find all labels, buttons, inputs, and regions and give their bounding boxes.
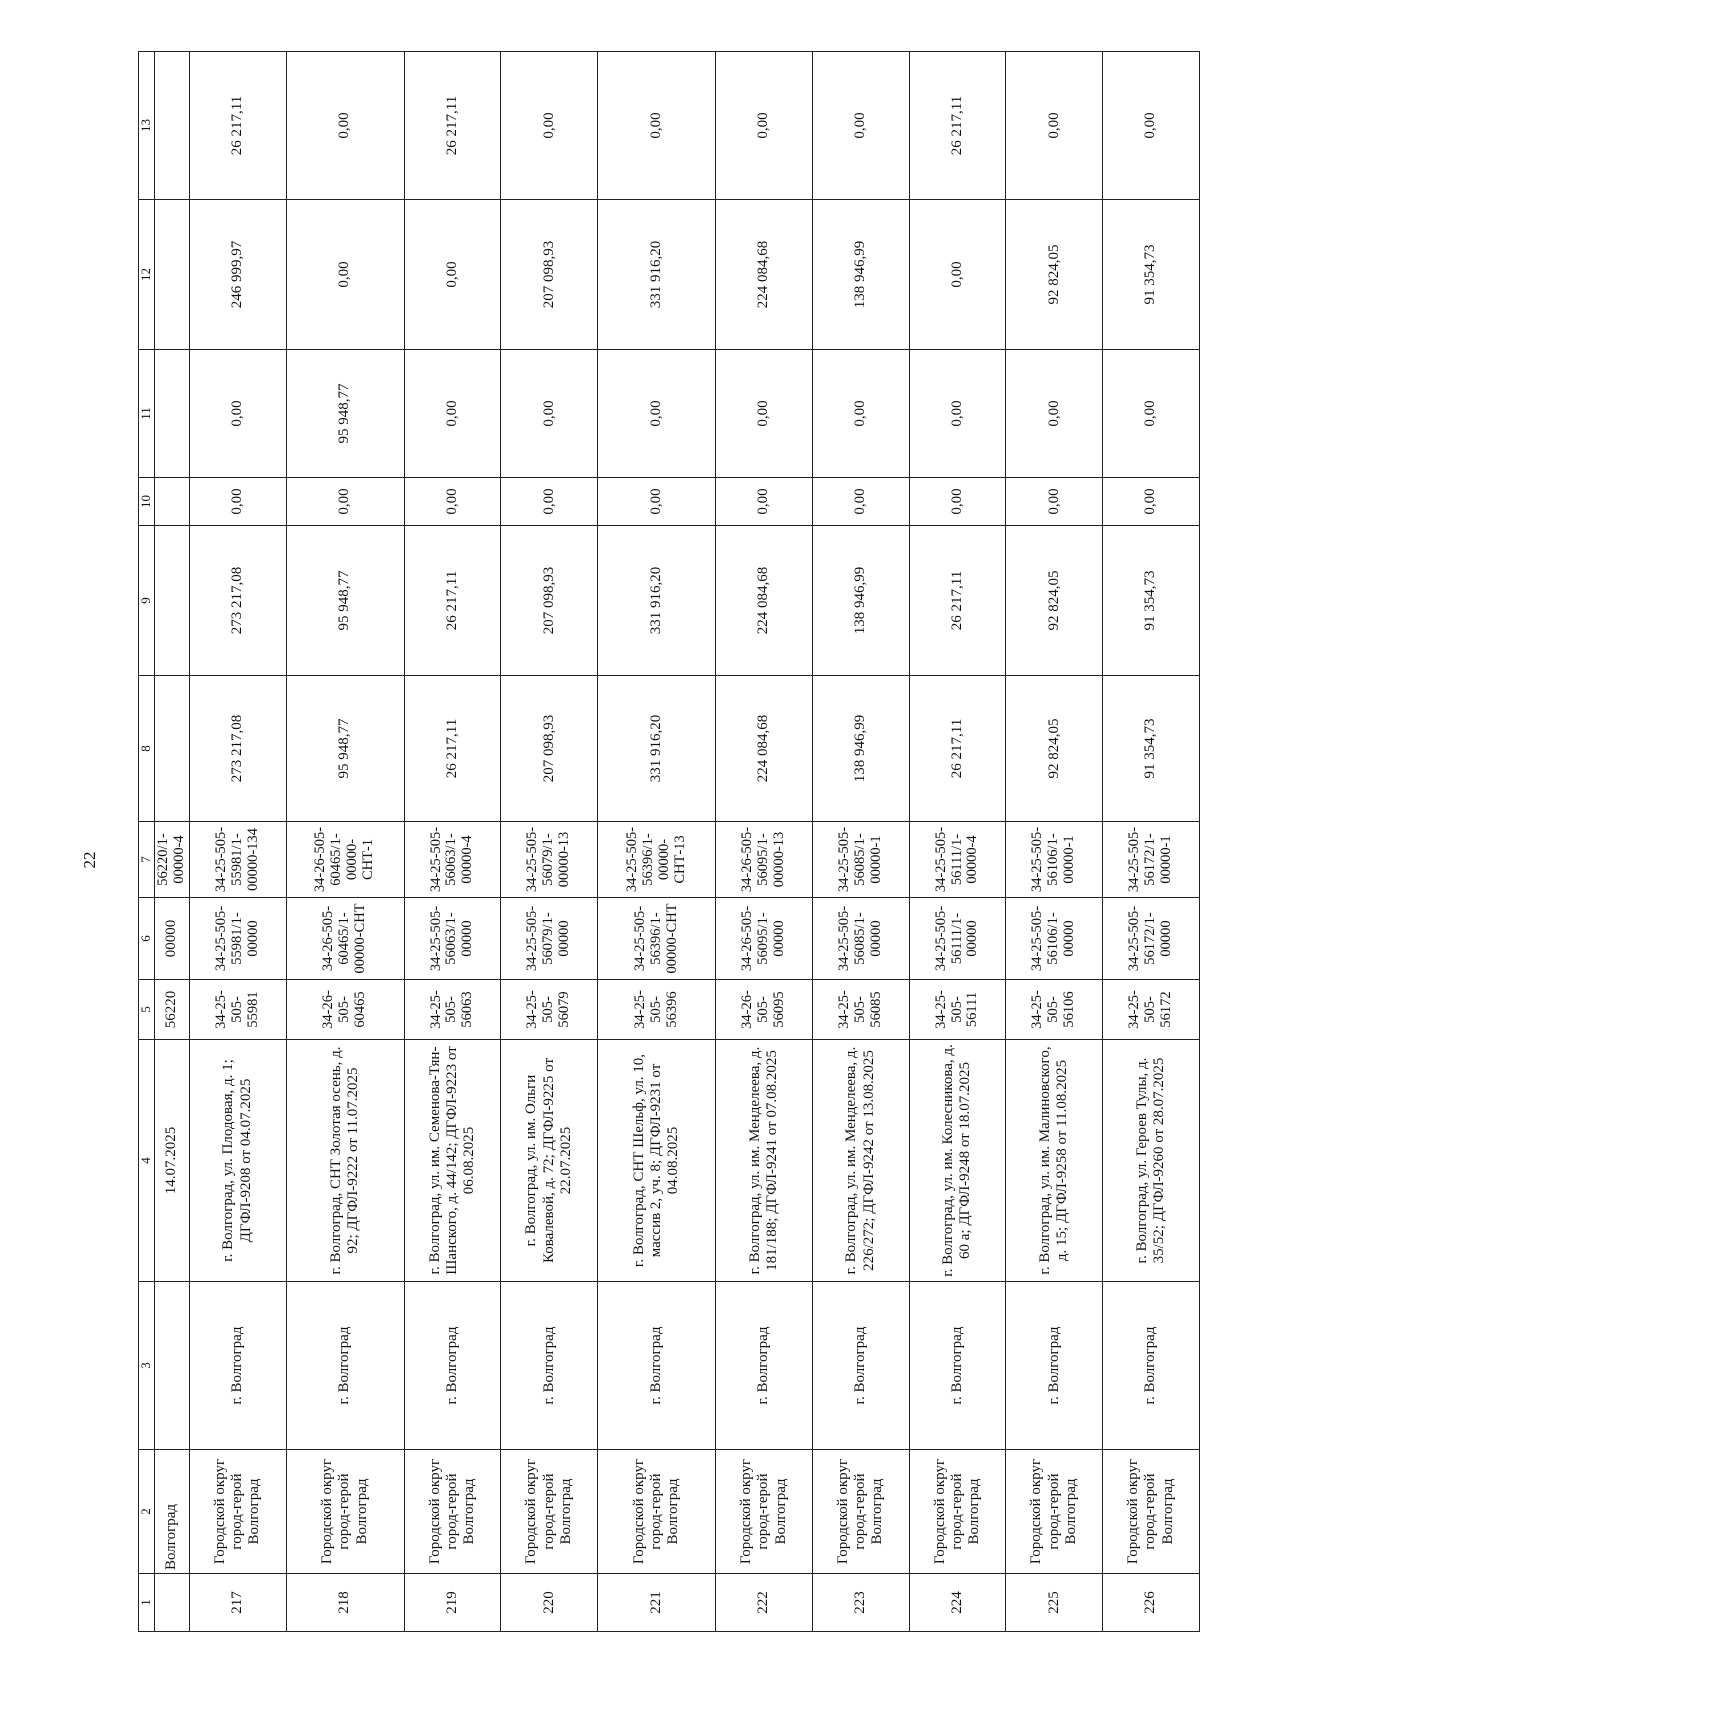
cell-amount-col-10: 0,00 [189, 478, 286, 526]
cell-municipality: Городской округ город-герой Волгоград [812, 1450, 909, 1574]
column-number: 9 [139, 526, 155, 676]
cell-amount-total: 26 217,11 [909, 676, 1006, 822]
cell-locality: г. Волгоград [812, 1282, 909, 1450]
carry-cell-address: 14.07.2025 [154, 1040, 189, 1282]
cell-district-code: 34-25-505-56106 [1006, 980, 1103, 1040]
cell-address-and-contract: г. Волгоград, ул. им. Колесникова, д. 60 а; ДГФЛ-9248 от 18.07.2025 [909, 1040, 1006, 1282]
cell-address-and-contract: г. Волгоград, ул. им. Малиновского, д. 15; ДГФЛ-9258 от 11.08.2025 [1006, 1040, 1103, 1282]
cell-amount-calculated: 26 217,11 [909, 526, 1006, 676]
cell-amount-col-10: 0,00 [598, 478, 716, 526]
cell-amount-col-11: 0,00 [1103, 350, 1200, 478]
column-number: 3 [139, 1282, 155, 1450]
cell-connection-id: 34-25-505-56085/1-00000-1 [812, 822, 909, 898]
cell-amount-calculated: 207 098,93 [501, 526, 598, 676]
cell-locality: г. Волгоград [404, 1282, 501, 1450]
cell-object-id: 34-25-505-56063/1-00000 [404, 898, 501, 980]
cell-amount-total: 224 084,68 [716, 676, 813, 822]
carry-cell-locality [154, 1282, 189, 1450]
cell-municipality: Городской округ город-герой Волгоград [404, 1450, 501, 1574]
cell-row-number: 221 [598, 1574, 716, 1632]
cell-connection-id: 34-26-505-60465/1-00000-СНТ-1 [286, 822, 404, 898]
cell-connection-id: 34-25-505-56111/1-00000-4 [909, 822, 1006, 898]
cell-connection-id: 34-25-505-56172/1-00000-1 [1103, 822, 1200, 898]
cell-object-id: 34-25-505-56085/1-00000 [812, 898, 909, 980]
table-row [1006, 52, 1103, 1632]
cell-amount-col-11: 0,00 [1006, 350, 1103, 478]
cell-municipality: Городской округ город-герой Волгоград [286, 1450, 404, 1574]
cell-amount-total: 273 217,08 [189, 676, 286, 822]
table-viewport [138, 52, 1718, 1614]
cell-amount-col-10: 0,00 [812, 478, 909, 526]
carry-cell [154, 52, 189, 200]
cell-row-number: 224 [909, 1574, 1006, 1632]
cell-row-number: 222 [716, 1574, 813, 1632]
cell-amount-total: 95 948,77 [286, 676, 404, 822]
column-number: 11 [139, 350, 155, 478]
cell-address-and-contract: г. Волгоград, СНТ Шельф, ул. 10, массив 2, уч. 8; ДГФЛ-9231 от 04.08.2025 [598, 1040, 716, 1282]
carry-cell [154, 526, 189, 676]
cell-municipality: Городской округ город-герой Волгоград [501, 1450, 598, 1574]
cell-district-code: 34-25-505-56085 [812, 980, 909, 1040]
cell-amount-col-13: 0,00 [812, 52, 909, 200]
cell-district-code: 34-26-505-56095 [716, 980, 813, 1040]
cell-amount-col-10: 0,00 [501, 478, 598, 526]
data-table [138, 51, 1200, 1632]
cell-amount-col-10: 0,00 [716, 478, 813, 526]
cell-row-number: 225 [1006, 1574, 1103, 1632]
table-row [716, 52, 813, 1632]
cell-locality: г. Волгоград [501, 1282, 598, 1450]
cell-amount-col-12: 0,00 [909, 200, 1006, 350]
cell-connection-id: 34-25-505-56063/1-00000-4 [404, 822, 501, 898]
cell-amount-total: 138 946,99 [812, 676, 909, 822]
cell-locality: г. Волгоград [598, 1282, 716, 1450]
cell-amount-col-12: 207 098,93 [501, 200, 598, 350]
carry-cell-connection-id: 56220/1-00000-4 [154, 822, 189, 898]
cell-amount-col-13: 0,00 [501, 52, 598, 200]
cell-amount-col-11: 95 948,77 [286, 350, 404, 478]
cell-amount-total: 92 824,05 [1006, 676, 1103, 822]
cell-connection-id: 34-25-505-56106/1-00000-1 [1006, 822, 1103, 898]
table-row [501, 52, 598, 1632]
cell-amount-col-11: 0,00 [909, 350, 1006, 478]
cell-amount-col-11: 0,00 [812, 350, 909, 478]
cell-amount-calculated: 331 916,20 [598, 526, 716, 676]
table-row [598, 52, 716, 1632]
carry-cell [154, 478, 189, 526]
cell-district-code: 34-25-505-56172 [1103, 980, 1200, 1040]
carry-cell-number [154, 1574, 189, 1632]
cell-amount-col-12: 91 354,73 [1103, 200, 1200, 350]
table-row [1103, 52, 1200, 1632]
cell-municipality: Городской округ город-герой Волгоград [1006, 1450, 1103, 1574]
cell-municipality: Городской округ город-герой Волгоград [189, 1450, 286, 1574]
cell-object-id: 34-25-505-55981/1-00000 [189, 898, 286, 980]
cell-locality: г. Волгоград [909, 1282, 1006, 1450]
cell-amount-col-11: 0,00 [501, 350, 598, 478]
cell-connection-id: 34-25-505-56396/1-00000-СНТ-13 [598, 822, 716, 898]
column-number: 10 [139, 478, 155, 526]
cell-address-and-contract: г. Волгоград, ул. Героев Тулы, д. 35/52; ДГФЛ-9260 от 28.07.2025 [1103, 1040, 1200, 1282]
cell-district-code: 34-25-505-56079 [501, 980, 598, 1040]
cell-address-and-contract: г. Волгоград, ул. им. Менделеева, д. 181/188; ДГФЛ-9241 от 07.08.2025 [716, 1040, 813, 1282]
cell-connection-id: 34-25-505-56079/1-00000-13 [501, 822, 598, 898]
cell-amount-col-12: 246 999,97 [189, 200, 286, 350]
cell-amount-col-13: 26 217,11 [909, 52, 1006, 200]
page-number: 22 [80, 851, 99, 869]
cell-row-number: 218 [286, 1574, 404, 1632]
cell-amount-col-13: 0,00 [1103, 52, 1200, 200]
cell-address-and-contract: г. Волгоград, ул. Плодовая, д. 1; ДГФЛ-9208 от 04.07.2025 [189, 1040, 286, 1282]
rotated-table-container [138, 52, 1200, 1632]
carry-cell [154, 350, 189, 478]
cell-amount-calculated: 92 824,05 [1006, 526, 1103, 676]
cell-amount-total: 207 098,93 [501, 676, 598, 822]
cell-amount-col-12: 0,00 [404, 200, 501, 350]
cell-amount-col-12: 138 946,99 [812, 200, 909, 350]
cell-amount-col-13: 26 217,11 [404, 52, 501, 200]
column-number-row [139, 52, 155, 1632]
cell-amount-col-11: 0,00 [598, 350, 716, 478]
cell-amount-col-12: 224 084,68 [716, 200, 813, 350]
cell-district-code: 34-26-505-60465 [286, 980, 404, 1040]
cell-amount-col-11: 0,00 [189, 350, 286, 478]
cell-amount-col-13: 0,00 [286, 52, 404, 200]
cell-district-code: 34-25-505-56063 [404, 980, 501, 1040]
cell-amount-col-12: 0,00 [286, 200, 404, 350]
cell-row-number: 220 [501, 1574, 598, 1632]
cell-amount-col-10: 0,00 [1103, 478, 1200, 526]
cell-connection-id: 34-25-505-55981/1-00000-134 [189, 822, 286, 898]
cell-amount-col-10: 0,00 [909, 478, 1006, 526]
column-number: 6 [139, 898, 155, 980]
cell-connection-id: 34-26-505-56095/1-00000-13 [716, 822, 813, 898]
column-number: 7 [139, 822, 155, 898]
cell-amount-col-12: 331 916,20 [598, 200, 716, 350]
cell-amount-col-13: 0,00 [1006, 52, 1103, 200]
cell-municipality: Городской округ город-герой Волгоград [1103, 1450, 1200, 1574]
cell-amount-col-11: 0,00 [716, 350, 813, 478]
cell-amount-total: 26 217,11 [404, 676, 501, 822]
cell-object-id: 34-25-505-56106/1-00000 [1006, 898, 1103, 980]
cell-row-number: 217 [189, 1574, 286, 1632]
column-number: 12 [139, 200, 155, 350]
cell-amount-col-12: 92 824,05 [1006, 200, 1103, 350]
cell-row-number: 219 [404, 1574, 501, 1632]
table-row [189, 52, 286, 1632]
column-number: 4 [139, 1040, 155, 1282]
carried-over-row [154, 52, 189, 1632]
cell-amount-total: 91 354,73 [1103, 676, 1200, 822]
cell-district-code: 34-25-505-55981 [189, 980, 286, 1040]
cell-object-id: 34-25-505-56396/1-00000-СНТ [598, 898, 716, 980]
table-row [812, 52, 909, 1632]
cell-amount-col-11: 0,00 [404, 350, 501, 478]
cell-locality: г. Волгоград [1006, 1282, 1103, 1450]
cell-municipality: Городской округ город-герой Волгоград [598, 1450, 716, 1574]
cell-amount-col-13: 0,00 [716, 52, 813, 200]
cell-amount-col-13: 26 217,11 [189, 52, 286, 200]
cell-municipality: Городской округ город-герой Волгоград [716, 1450, 813, 1574]
cell-row-number: 226 [1103, 1574, 1200, 1632]
cell-amount-calculated: 95 948,77 [286, 526, 404, 676]
cell-amount-calculated: 273 217,08 [189, 526, 286, 676]
cell-amount-calculated: 224 084,68 [716, 526, 813, 676]
cell-locality: г. Волгоград [189, 1282, 286, 1450]
table-row [286, 52, 404, 1632]
cell-amount-col-10: 0,00 [404, 478, 501, 526]
cell-locality: г. Волгоград [286, 1282, 404, 1450]
cell-district-code: 34-25-505-56396 [598, 980, 716, 1040]
cell-amount-calculated: 138 946,99 [812, 526, 909, 676]
table-row [404, 52, 501, 1632]
column-number: 13 [139, 52, 155, 200]
carry-cell-municipality: Волгоград [154, 1450, 189, 1574]
carry-cell-code: 56220 [154, 980, 189, 1040]
cell-address-and-contract: г. Волгоград, ул. им. Ольги Ковалевой, д. 72; ДГФЛ-9225 от 22.07.2025 [501, 1040, 598, 1282]
cell-locality: г. Волгоград [716, 1282, 813, 1450]
cell-district-code: 34-25-505-56111 [909, 980, 1006, 1040]
column-number: 8 [139, 676, 155, 822]
table-row [909, 52, 1006, 1632]
cell-amount-calculated: 91 354,73 [1103, 526, 1200, 676]
carry-cell [154, 200, 189, 350]
cell-locality: г. Волгоград [1103, 1282, 1200, 1450]
cell-object-id: 34-25-505-56079/1-00000 [501, 898, 598, 980]
cell-object-id: 34-25-505-56172/1-00000 [1103, 898, 1200, 980]
cell-address-and-contract: г. Волгоград, ул. им. Менделеева, д. 226/272; ДГФЛ-9242 от 13.08.2025 [812, 1040, 909, 1282]
column-number: 1 [139, 1574, 155, 1632]
cell-amount-calculated: 26 217,11 [404, 526, 501, 676]
carry-cell-object-id: 00000 [154, 898, 189, 980]
cell-object-id: 34-26-505-56095/1-00000 [716, 898, 813, 980]
column-number: 2 [139, 1450, 155, 1574]
cell-municipality: Городской округ город-герой Волгоград [909, 1450, 1006, 1574]
cell-address-and-contract: г. Волгоград, ул. им. Семенова-Тян-Шанского, д. 44/142; ДГФЛ-9223 от 06.08.2025 [404, 1040, 501, 1282]
cell-amount-total: 331 916,20 [598, 676, 716, 822]
cell-amount-col-10: 0,00 [1006, 478, 1103, 526]
cell-object-id: 34-26-505-60465/1-00000-СНТ [286, 898, 404, 980]
carry-cell [154, 676, 189, 822]
cell-amount-col-13: 0,00 [598, 52, 716, 200]
column-number: 5 [139, 980, 155, 1040]
cell-object-id: 34-25-505-56111/1-00000 [909, 898, 1006, 980]
cell-address-and-contract: г. Волгоград, СНТ Золотая осень, д. 92; ДГФЛ-9222 от 11.07.2025 [286, 1040, 404, 1282]
cell-amount-col-10: 0,00 [286, 478, 404, 526]
cell-row-number: 223 [812, 1574, 909, 1632]
